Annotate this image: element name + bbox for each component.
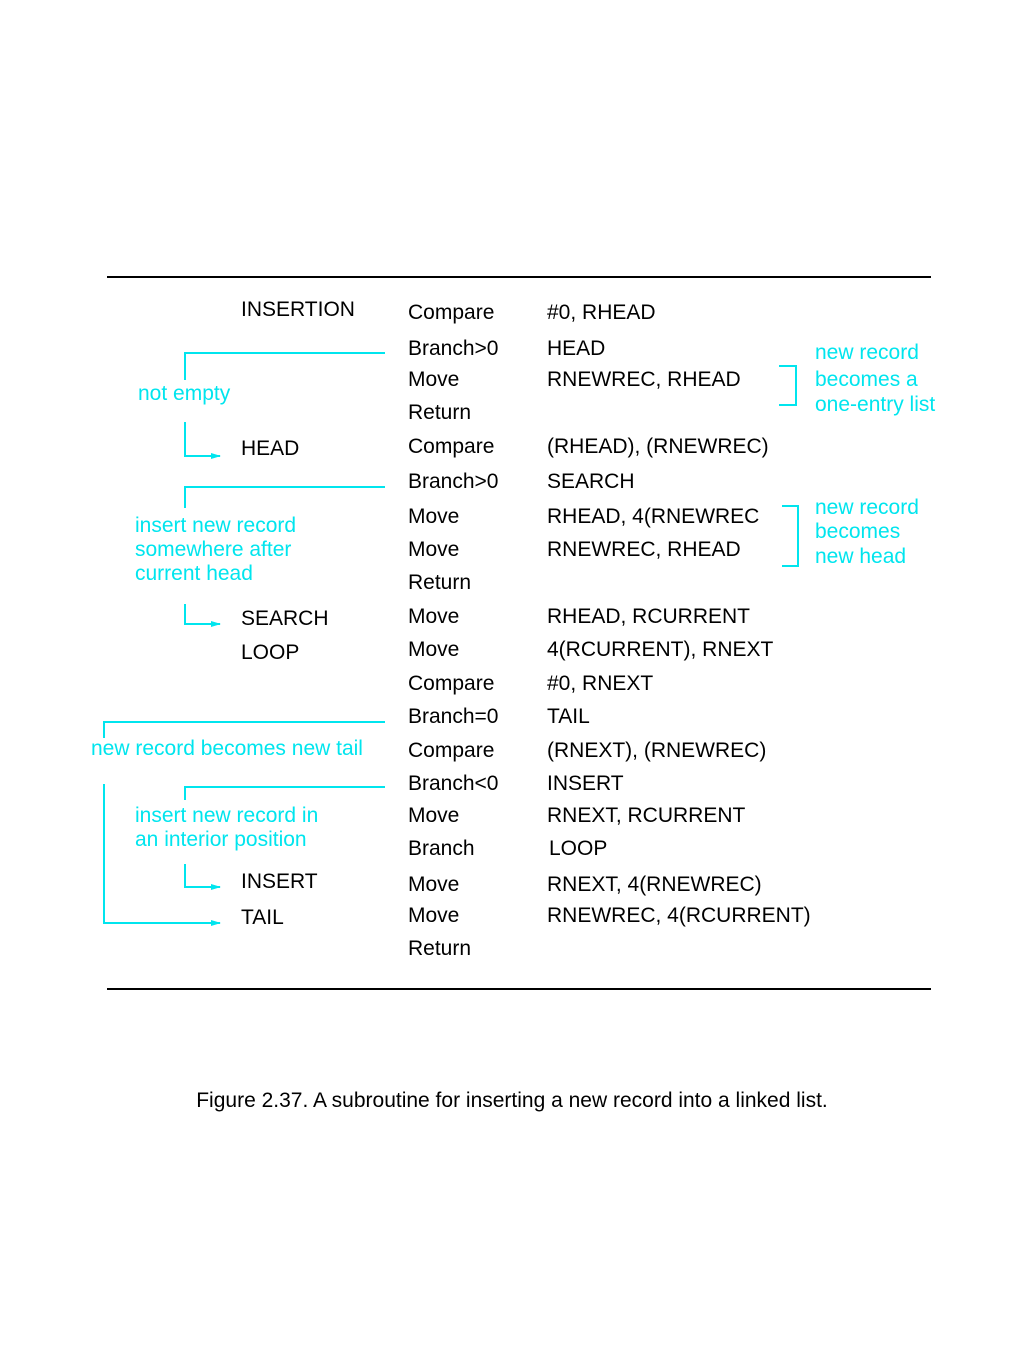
figure-caption: Figure 2.37. A subroutine for inserting a new record into a linked list. xyxy=(196,1089,828,1112)
operand: SEARCH xyxy=(547,470,635,493)
label: LOOP xyxy=(241,641,300,664)
operand: RHEAD, RCURRENT xyxy=(547,605,751,628)
annotation-one-entry-line1: new record xyxy=(815,341,919,364)
opcode: Move xyxy=(408,804,460,827)
operand: RNEWREC, RHEAD xyxy=(547,538,741,561)
label: INSERTION xyxy=(241,298,355,321)
operand: TAIL xyxy=(547,705,590,728)
connector-search-top xyxy=(185,487,385,508)
operand: LOOP xyxy=(549,837,608,860)
label: TAIL xyxy=(241,906,284,929)
opcode: Branch<0 xyxy=(408,772,499,795)
annotation-new-head-line2: becomes xyxy=(815,520,901,543)
operand: #0, RNEXT xyxy=(547,672,654,695)
opcode: Compare xyxy=(408,672,495,695)
annotation-interior-line2: an interior position xyxy=(135,828,307,851)
connector-insert-arrow xyxy=(185,864,220,887)
opcode: Branch xyxy=(408,837,475,860)
opcode: Move xyxy=(408,904,460,927)
bracket-one-entry xyxy=(779,366,796,405)
annotation-after-head-line1: insert new record xyxy=(135,514,297,537)
annotation-new-head-line1: new record xyxy=(815,496,919,519)
connector-search-arrow xyxy=(185,604,220,624)
opcode: Branch>0 xyxy=(408,470,499,493)
operand: 4(RCURRENT), RNEXT xyxy=(547,638,774,661)
annotation-new-tail: new record becomes new tail xyxy=(91,737,363,760)
operand: (RHEAD), (RNEWREC) xyxy=(547,435,769,458)
top-rule xyxy=(107,276,931,278)
annotation-not-empty: not empty xyxy=(138,382,231,405)
label: INSERT xyxy=(241,870,318,893)
opcode: Return xyxy=(408,571,472,594)
operand: RNEXT, 4(RNEWREC) xyxy=(547,873,762,896)
opcode: Return xyxy=(408,937,472,960)
opcode: Compare xyxy=(408,435,495,458)
opcode: Compare xyxy=(408,739,495,762)
operand: INSERT xyxy=(547,772,624,795)
annotation-after-head-line3: current head xyxy=(135,562,253,585)
annotation-after-head-line2: somewhere after xyxy=(135,538,292,561)
operand: RNEWREC, 4(RCURRENT) xyxy=(547,904,811,927)
connector-insert-top xyxy=(185,787,385,800)
connector-not-empty-arrow xyxy=(185,422,220,456)
opcode: Move xyxy=(408,368,460,391)
label: SEARCH xyxy=(241,607,329,630)
annotation-one-entry-line3: one-entry list xyxy=(815,393,936,416)
connector-tail-top xyxy=(104,722,385,738)
bottom-rule xyxy=(107,988,931,990)
connector-not-empty-top xyxy=(185,353,385,380)
opcode: Move xyxy=(408,873,460,896)
annotation-new-head-line3: new head xyxy=(815,545,907,568)
operand: (RNEXT), (RNEWREC) xyxy=(547,739,767,762)
annotation-one-entry-line2: becomes a xyxy=(815,368,918,391)
operand: #0, RHEAD xyxy=(547,301,656,324)
opcode: Move xyxy=(408,638,460,661)
operand: HEAD xyxy=(547,337,606,360)
label: HEAD xyxy=(241,437,300,460)
annotation-interior-line1: insert new record in xyxy=(135,804,319,827)
opcode: Move xyxy=(408,538,460,561)
bracket-new-head xyxy=(782,506,798,566)
opcode: Return xyxy=(408,401,472,424)
operand: RNEWREC, RHEAD xyxy=(547,368,741,391)
operand: RNEXT, RCURRENT xyxy=(547,804,746,827)
opcode: Move xyxy=(408,505,460,528)
opcode: Branch>0 xyxy=(408,337,499,360)
operand: RHEAD, 4(RNEWREC xyxy=(547,505,760,528)
opcode: Compare xyxy=(408,301,495,324)
opcode: Branch=0 xyxy=(408,705,499,728)
opcode: Move xyxy=(408,605,460,628)
